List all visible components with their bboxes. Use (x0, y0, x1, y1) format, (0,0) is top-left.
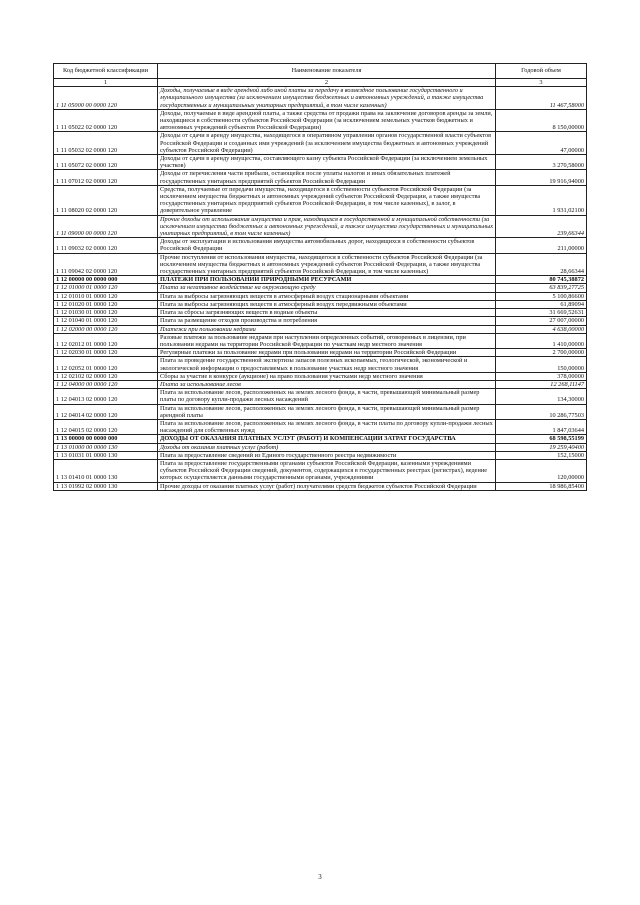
table-row (54, 292, 587, 300)
row-value: 27 007,00000 (496, 317, 587, 325)
row-name: Плата за предоставление государственными органами субъектов Российской Федерации, казенными учреждениями субъектов Российской Федерации сведений, документов, содержащихся в государственных реестрах (регистрах), ведение которых осуществляется данными государственными органами, учреждениями (158, 459, 496, 482)
table-row (54, 482, 587, 490)
row-value: 63 839,27725 (496, 284, 587, 292)
table-row (54, 309, 587, 317)
row-value: 31 669,52631 (496, 309, 587, 317)
table-row (54, 380, 587, 388)
row-name: Платежи при пользовании недрами (158, 325, 496, 333)
row-code: 1 11 09032 02 0000 120 (54, 238, 158, 253)
row-code: 1 13 00000 00 0000 000 (54, 435, 158, 443)
table-row (54, 276, 587, 284)
table-body (54, 87, 587, 491)
row-name: Доходы от оказания платных услуг (работ) (158, 443, 496, 451)
row-name: Плата за использование лесов, расположенных на землях лесного фонда, в части, превышающей минимальный размер платы по договору купли-продажи лесных насаждений (158, 389, 496, 404)
row-value: 11 467,58000 (496, 87, 587, 110)
table-row (54, 109, 587, 132)
row-value: 3 270,58000 (496, 155, 587, 170)
table-row (54, 459, 587, 482)
row-value: 2 700,00000 (496, 349, 587, 357)
table-row (54, 419, 587, 434)
row-code: 1 11 09000 00 0000 120 (54, 215, 158, 238)
row-code: 1 13 01992 02 0000 130 (54, 482, 158, 490)
table-row (54, 357, 587, 372)
row-name: Доходы от сдачи в аренду имущества, находящегося в оперативном управлении органов государственной власти субъектов Российской Федерации и созданных ими учреждений (за исключением имущества бюджетных и автономных учреждений субъектов Российской Федерации) (158, 132, 496, 155)
header-value: Годовой объем (496, 64, 587, 79)
row-code: 1 11 05000 00 0000 120 (54, 87, 158, 110)
row-name: Доходы от сдачи в аренду имущества, составляющего казну субъекта Российской Федерации (за исключением земельных участков) (158, 155, 496, 170)
table-row (54, 170, 587, 185)
row-code: 1 12 02012 01 0000 120 (54, 333, 158, 348)
row-code: 1 11 08020 02 0000 120 (54, 185, 158, 215)
row-name: Сборы за участие в конкурсе (аукционе) на право пользования участками недр местного значения (158, 372, 496, 380)
row-name: ПЛАТЕЖИ ПРИ ПОЛЬЗОВАНИИ ПРИРОДНЫМИ РЕСУРСАМИ (158, 276, 496, 284)
row-value: 150,00000 (496, 357, 587, 372)
table-row (54, 333, 587, 348)
row-code: 1 12 01030 01 0000 120 (54, 309, 158, 317)
row-value: 12 268,11147 (496, 380, 587, 388)
table-row (54, 284, 587, 292)
row-value: 61,89094 (496, 300, 587, 308)
row-code: 1 12 01000 01 0000 120 (54, 284, 158, 292)
row-name: ДОХОДЫ ОТ ОКАЗАНИЯ ПЛАТНЫХ УСЛУГ (РАБОТ) И КОМПЕНСАЦИИ ЗАТРАТ ГОСУДАРСТВА (158, 435, 496, 443)
table-row (54, 132, 587, 155)
row-value: 10 286,77503 (496, 404, 587, 419)
row-code: 1 13 01410 01 0000 130 (54, 459, 158, 482)
row-code: 1 11 05072 02 0000 120 (54, 155, 158, 170)
table-row (54, 435, 587, 443)
row-code: 1 12 04014 02 0000 120 (54, 404, 158, 419)
row-value: 378,00000 (496, 372, 587, 380)
row-code: 1 11 09042 02 0000 120 (54, 253, 158, 276)
table-row (54, 389, 587, 404)
row-code: 1 13 01031 01 0000 130 (54, 451, 158, 459)
row-name: Прочие доходы от оказания платных услуг (работ) получателями средств бюджетов субъектов Российской Федерации (158, 482, 496, 490)
row-value: 120,00000 (496, 459, 587, 482)
page-number: 3 (318, 873, 322, 881)
row-value: 68 598,55199 (496, 435, 587, 443)
row-code: 1 12 02102 02 0000 120 (54, 372, 158, 380)
column-number: 1 (54, 79, 158, 87)
row-name: Плата за использование лесов, расположенных на землях лесного фонда, в части, превышающей минимальный размер арендной платы (158, 404, 496, 419)
row-name: Прочие доходы от использования имущества и прав, находящихся в государственной и муниципальной собственности (за исключением имущества бюджетных и автономных учреждений, а также имущества государственных и муниципальных унитарных предприятий, в том числе казенных) (158, 215, 496, 238)
table-row (54, 253, 587, 276)
table-row (54, 300, 587, 308)
row-code: 1 12 04000 00 0000 120 (54, 380, 158, 388)
row-name: Доходы, получаемые в виде арендной либо иной платы за передачу в возмездное пользование государственного и муниципального имущества (за исключением имущества бюджетных и автономных учреждений, а также имущества государственных и муниципальных унитарных предприятий, в том числе казенных) (158, 87, 496, 110)
row-name: Плата за предоставление сведений из Единого государственного реестра недвижимости (158, 451, 496, 459)
row-code: 1 12 00000 00 0000 000 (54, 276, 158, 284)
row-name: Доходы от перечисления части прибыли, остающейся после уплаты налогов и иных обязательных платежей государственных унитарных предприятий субъектов Российской Федерации (158, 170, 496, 185)
table-header (54, 64, 587, 87)
row-name: Регулярные платежи за пользование недрами при пользовании недрами на территории Российской Федерации (158, 349, 496, 357)
header-code: Код бюджетной классификации (54, 64, 158, 79)
row-value: 80 745,38872 (496, 276, 587, 284)
row-value: 4 638,00000 (496, 325, 587, 333)
table-row (54, 185, 587, 215)
table-row (54, 238, 587, 253)
row-name: Прочие поступления от использования имущества, находящегося в собственности субъектов Российской Федерации (за исключением имущества бюджетных и автономных учреждений субъектов Российской Федерации, а также имущества государственных унитарных предприятий субъектов Российской Федерации, в том числе казенных) (158, 253, 496, 276)
row-value: 5 100,86600 (496, 292, 587, 300)
row-code: 1 11 07012 02 0000 120 (54, 170, 158, 185)
row-code: 1 12 02030 01 0000 120 (54, 349, 158, 357)
table-row (54, 325, 587, 333)
row-name: Плата за выбросы загрязняющих веществ в атмосферный воздух передвижными объектами (158, 300, 496, 308)
row-value: 152,15000 (496, 451, 587, 459)
row-value: 239,66344 (496, 215, 587, 238)
row-name: Плата за использование лесов, расположенных на землях лесного фонда, в части платы по договору купли-продажи лесных насаждений для собственных нужд (158, 419, 496, 434)
table-row (54, 349, 587, 357)
row-value: 8 150,00000 (496, 109, 587, 132)
table-row (54, 317, 587, 325)
row-value: 1 847,03644 (496, 419, 587, 434)
row-code: 1 13 01000 00 0000 130 (54, 443, 158, 451)
row-code: 1 12 04013 02 0000 120 (54, 389, 158, 404)
row-name: Плата за негативное воздействие на окружающую среду (158, 284, 496, 292)
row-name: Плата за выбросы загрязняющих веществ в атмосферный воздух стационарными объектами (158, 292, 496, 300)
row-code: 1 11 05032 02 0000 120 (54, 132, 158, 155)
table-row (54, 155, 587, 170)
row-name: Плата за проведение государственной экспертизы запасов полезных ископаемых, геологической, экономической и экологической информации о предоставляемых в пользование участках недр местного значения (158, 357, 496, 372)
row-value: 19 259,40400 (496, 443, 587, 451)
row-name: Плата за использование лесов (158, 380, 496, 388)
budget-table (53, 63, 587, 491)
row-value: 47,00000 (496, 132, 587, 155)
row-code: 1 12 01020 01 0000 120 (54, 300, 158, 308)
row-value: 211,00000 (496, 238, 587, 253)
table-row (54, 87, 587, 110)
table-row (54, 443, 587, 451)
table-row (54, 372, 587, 380)
table-row (54, 451, 587, 459)
row-name: Доходы от эксплуатации и использования имущества автомобильных дорог, находящихся в собственности субъектов Российской Федерации (158, 238, 496, 253)
row-name: Средства, получаемые от передачи имущества, находящегося в собственности субъектов Российской Федерации (за исключением имущества бюджетных и автономных учреждений субъектов Российской Федерации, а также имущества государственных унитарных предприятий субъектов Российской Федерации, в том числе казенных), в залог, в доверительное управление (158, 185, 496, 215)
row-code: 1 12 01010 01 0000 120 (54, 292, 158, 300)
row-name: Плата за сбросы загрязняющих веществ в водные объекты (158, 309, 496, 317)
row-code: 1 12 04015 02 0000 120 (54, 419, 158, 434)
row-value: 1 410,00000 (496, 333, 587, 348)
row-name: Доходы, получаемые в виде арендной платы, а также средства от продажи права на заключение договоров аренды за земли, находящиеся в собственности субъектов Российской Федерации (за исключением земельных участков бюджетных и автономных учреждений субъектов Российской Федерации) (158, 109, 496, 132)
table-row (54, 215, 587, 238)
row-code: 1 12 02052 01 0000 120 (54, 357, 158, 372)
row-value: 134,30000 (496, 389, 587, 404)
row-value: 19 916,94000 (496, 170, 587, 185)
column-number: 2 (158, 79, 496, 87)
row-name: Разовые платежи за пользование недрами при наступлении определенных событий, оговоренных в лицензии, при пользовании недрами на территории Российской Федерации по участкам недр местного значения (158, 333, 496, 348)
table-row (54, 404, 587, 419)
header-name: Наименование показателя (158, 64, 496, 79)
row-value: 18 986,85400 (496, 482, 587, 490)
row-name: Плата за размещение отходов производства и потребления (158, 317, 496, 325)
column-number: 3 (496, 79, 587, 87)
row-code: 1 12 01040 01 0000 120 (54, 317, 158, 325)
row-code: 1 12 02000 00 0000 120 (54, 325, 158, 333)
row-code: 1 11 05022 02 0000 120 (54, 109, 158, 132)
row-value: 1 931,02100 (496, 185, 587, 215)
row-value: 28,66344 (496, 253, 587, 276)
